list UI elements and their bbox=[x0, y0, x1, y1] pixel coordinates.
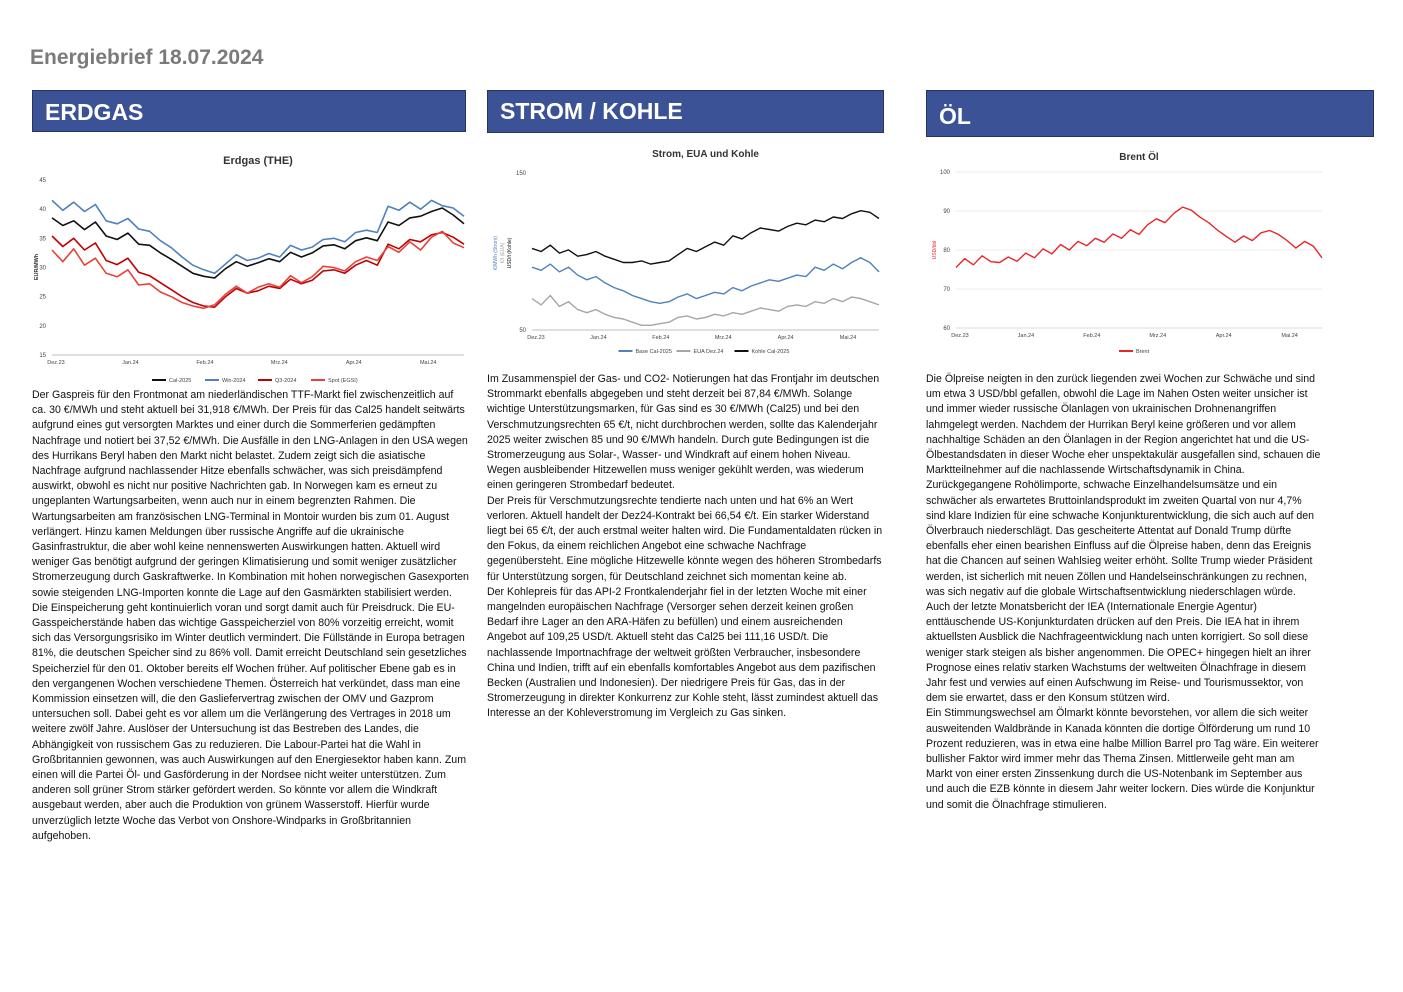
x-tick-label: Mrz.24 bbox=[714, 335, 732, 341]
oil-paragraph: Die Ölpreise neigten in den zurück liegenden zwei Wochen zur Schwäche und sind um etwa 3 USD/bbl gefallen, obwohl die Lage im Nahen Osten weiter unsicher ist und immer wieder russische Ölanlagen von ukrainischen Drohnenangriffen lahmgelegt werden. Nachdem der Hurrikan Beryl keine größeren und vor allem nachhaltige Schäden an den Ölanlagen in der Region angerichtet hat und die US-Ölbestandsdaten in dieser Woche eher unspektakulär ausgefallen sind, schauen die Marktteilnehmer auf die nachlassende Wirtschaftsdynamik in China. Zurückgegangene Rohölimporte, schwache Einzelhandelsumsätze und ein schwächer als erwartetes Bruttoinlandsprodukt im zweiten Quartal von nur 4,7% sind klare Indizien für eine schwache Konjunkturentwicklung, die sich auch auf den Ölverbrauch niederschlägt. Das gescheiterte Attentat auf Donald Trump dürfte ebenfalls eher einen bearishen Einfluss auf die Ölpreise haben, denn das Ereignis hat die Chancen auf seinen Wahlsieg weiter erhöht. Sollte Trump wieder Präsident werden, ist sicherlich mit neuen Zöllen und Handelseinschränkungen zu rechnen, was sich negativ auf die globale Wirtschaftsentwicklung niederschlagen würde. Auch der letzte Monatsbericht der IEA (Internationale Energie Agentur) enttäuschende US-Konjunkturdaten drücken auf den Preis. Die IEA hat in ihrem aktuellsten Ausblick die Nachfrageentwicklung nach unten korrigiert. So soll diese weniger stark steigen als bisher angenommen. Die OPEC+ hingegen hielt an ihrer Prognose eines relativ starken Wachstums der weltweiten Ölnachfrage in diesem Jahr fest und verwies auf einen Aufschwung im Reise- und Tourismussektor, von dem sie erwartet, dass er den Konsum stützen wird. bbox=[926, 373, 1321, 705]
legend-label: Base Cal-2025 bbox=[635, 349, 672, 355]
series-line bbox=[532, 258, 879, 304]
x-tick-label: Mai.24 bbox=[1281, 333, 1298, 339]
oil-paragraph: Ein Stimmungswechsel am Ölmarkt könnte bevorstehen, vor allem die sich weiter ausweitenden Waldbrände in Kanada könnten die dortige Ölförderung um rund 10 Prozent reduzieren, was in etwa eine halbe Million Barrel pro Tag wäre. Ein weiterer bullisher Faktor wird immer mehr das Thema Zinsen. Mittlerweile geht man am Markt von einer ersten Zinssenkung durch die US-Notenbank im September aus und auch die EZB könnte in diesem Jahr weiter lockern. Dies würde die Konjunktur und somit die Ölnachfrage stimulieren. bbox=[926, 707, 1319, 811]
y-tick-label: 25 bbox=[39, 294, 46, 301]
y-tick-label: 45 bbox=[39, 178, 46, 184]
gas-paragraph: Der Gaspreis für den Frontmonat am niederländischen TTF-Markt fiel zwischenzeitlich auf ca. 30 €/MWh und steht aktuell bei 31,918 €/MWh. Der Preis für das Cal25 handelt seitwärts aufgrund eines gut versorgten Marktes und einer durch die Sommerferien gedämpften Nachfrage und notiert bei 37,52 €/MWh. Die Ausfälle in den LNG-Anlagen in den USA wegen des Hurrikans Beryl haben den Markt nicht belastet. Zudem zeigt sich die asiatische Nachfrage aufgrund nachlassender Hitze ebenfalls schwächer, was sich preisdämpfend auswirkt, obwohl es nicht nur positive Nachrichten gab. In Norwegen kam es erneut zu ungeplanten Wartungsarbeiten, wenn auch nur in einem begrenzten Rahmen. Die Wartungsarbeiten am französischen LNG-Terminal in Montoir wurden bis zum 01. August verlängert. Hinzu kamen Meldungen über russische Angriffe auf die ukrainische Gasinfrastruktur, die aber wohl keine nennenswerten Auswirkungen hatten. Aktuell wird weniger Gas benötigt aufgrund der geringen Klimatisierung und somit weniger zusätzlicher Stromerzeugung durch Gaskraftwerke. In Kombination mit hohen norwegischen Gasexporten sowie steigenden LNG-Importen konnte die Lage auf den Gasmärkten stabilisiert werden. bbox=[32, 389, 469, 599]
chart-title: Brent Öl bbox=[1119, 152, 1159, 163]
y-tick-label: 80 bbox=[943, 248, 950, 254]
oil-column bbox=[926, 90, 1374, 811]
x-tick-label: Mrz.24 bbox=[270, 360, 288, 366]
gas-section-heading: ERDGAS bbox=[32, 90, 466, 132]
gas-chart bbox=[32, 142, 467, 400]
x-tick-label: Jan.24 bbox=[122, 360, 139, 366]
y-tick-label: 60 bbox=[943, 326, 950, 332]
x-tick-label: Mrz.24 bbox=[1149, 333, 1167, 339]
y-axis-label: USD/bbl bbox=[932, 240, 938, 260]
x-tick-label: Jan.24 bbox=[590, 335, 607, 341]
y-tick-label: 30 bbox=[39, 265, 46, 272]
power-column bbox=[487, 90, 884, 720]
power-text bbox=[487, 372, 884, 722]
y-tick-label: 70 bbox=[943, 287, 950, 293]
gas-text bbox=[32, 388, 469, 844]
oil-chart-svg bbox=[926, 147, 1374, 367]
series-line bbox=[532, 211, 879, 264]
y-axis-label: €/MWh (Strom) bbox=[493, 236, 499, 270]
gas-paragraph: Die Einspeicherung geht kontinuierlich voran und sorgt damit auch für Preisdruck. Die EU-Gasspeicherstände haben das wichtige Gasspeicherziel von 80% vorzeitig erreicht, womit sich das Versorgungsrisiko im Winter deutlich vermindert. Die Füllstände in Europa betragen 81%, die deutschen Speicher sind zu 86% voll. Damit erreicht Deutschland sein gesetzliches Speicherziel für den 01. Oktober bereits elf Wochen früher. Auf politischer Ebene gab es in den vergangenen Wochen verschiedene Themen. Österreich hat verkündet, dass man eine Kommission einsetzen will, die den Gasliefervertrag zwischen der OMV und Gazprom untersuchen soll. Dabei geht es vor allem um die Verlängerung des Vertrages in 2018 um weitere zwölf Jahre. Auslöser der Untersuchung ist das Bestreben des Landes, die Abhängigkeit von russischem Gas zu reduzieren. Die Labour-Partei hat die Wahl in Großbritannien gewonnen, was auch Auswirkungen auf den Energiesektor haben kann. Zum einen will die Partei Öl- und Gasförderung in der Nordsee nicht weiter unterstützen. Zum anderen soll grüner Strom stärker gefördert werden. So könnte vor allem die Windkraft ausgebaut werden, aber auch die Produktion von grünem Wasserstoff. Hierfür wurde unverzüglich letzte Woche das Verbot von Onshore-Windparks in Großbritannien aufgehoben. bbox=[32, 601, 467, 842]
power-paragraph: Der Preis für Verschmutzungsrechte tendierte nach unten und hat 6% an Wert verloren. Aktuell handelt der Dez24-Kontrakt bei 66,54 €/t. Ein starker Widerstand liegt bei 65 €/t, der auch erstmal weiter halten wird. Die Fundamentaldaten rücken in den Fokus, da einem reichlichen Angebot eine schwache Nachfrage gegenübersteht. Eine mögliche Hitzewelle könnte wegen des höheren Strombedarfs für Unterstützung sorgen, für Deutschland zeichnet sich momentan keine ab. bbox=[487, 494, 883, 583]
x-tick-label: Apr.24 bbox=[1215, 333, 1232, 339]
power-chart-svg bbox=[487, 143, 884, 368]
series-line bbox=[52, 231, 464, 308]
series-line bbox=[956, 207, 1322, 267]
x-tick-label: Apr.24 bbox=[777, 335, 794, 341]
legend-label: EUA Dez.24 bbox=[693, 349, 724, 355]
gas-chart-svg bbox=[32, 142, 467, 400]
x-tick-label: Dez.23 bbox=[951, 333, 969, 339]
y-tick-label: 100 bbox=[939, 170, 950, 176]
y-tick-label: 40 bbox=[39, 207, 46, 214]
chart-title: Strom, EUA und Kohle bbox=[652, 149, 759, 160]
y-axis-label: EUR/MWh bbox=[34, 253, 40, 281]
legend-label: Win-2024 bbox=[222, 378, 246, 384]
x-tick-label: Feb.24 bbox=[1083, 333, 1101, 339]
series-line bbox=[532, 296, 879, 326]
legend-label: Spot (EGSI) bbox=[328, 378, 358, 384]
x-tick-label: Feb.24 bbox=[652, 335, 670, 341]
y-tick-label: 50 bbox=[519, 328, 526, 334]
power-chart bbox=[487, 143, 884, 368]
x-tick-label: Jan.24 bbox=[1017, 333, 1035, 339]
legend-label: Q3-2024 bbox=[275, 378, 297, 384]
x-tick-label: Dez.23 bbox=[527, 335, 545, 341]
oil-text bbox=[926, 372, 1322, 813]
x-tick-label: Mai.24 bbox=[839, 335, 857, 341]
x-tick-label: Apr.24 bbox=[345, 360, 362, 366]
series-line bbox=[52, 233, 464, 308]
x-tick-label: Feb.24 bbox=[196, 360, 214, 366]
gas-column bbox=[32, 90, 469, 842]
x-tick-label: Mai.24 bbox=[419, 360, 437, 366]
y-axis-label: USD/t (Kohle) bbox=[507, 237, 513, 269]
y-tick-label: 90 bbox=[943, 209, 950, 215]
legend-label: Brent bbox=[1136, 349, 1150, 355]
y-tick-label: 20 bbox=[39, 323, 46, 330]
oil-chart bbox=[926, 147, 1374, 367]
y-axis-label: €/t (EUA) bbox=[500, 242, 506, 264]
series-line bbox=[52, 208, 464, 278]
power-paragraph: Im Zusammenspiel der Gas- und CO2- Notierungen hat das Frontjahr im deutschen Strommarkt ebenfalls abgegeben und steht derzeit bei 87,84 €/MWh. Solange wichtige Unterstützungsmarken, für Gas sind es 30 €/MWh (Cal25) und bei den Verschmutzungsrechten 65 €/t, nicht durchbrochen werden, sollte das Kalenderjahr 2025 weiter zwischen 85 und 90 €/MWh handeln. Durch gute Bedingungen ist die Stromerzeugung aus Solar-, Wasser- und Windkraft auf einem hohen Niveau. Wegen ausbleibender Hitzewellen muss weniger gekühlt werden, was wiederum einen geringeren Strombedarf bedeutet. bbox=[487, 373, 880, 492]
y-tick-label: 150 bbox=[515, 171, 526, 177]
power-paragraph: Der Kohlepreis für das API-2 Frontkalenderjahr fiel in der letzten Woche mit einer mangelnden europäischen Nachfrage (Versorger sehen derzeit keinen großen Bedarf ihre Lager an den ARA-Häfen zu befüllen) und einem ausreichenden Angebot auf 109,25 USD/t. Aktuell steht das Cal25 bei 111,16 USD/t. Die nachlassende Importnachfrage der weltweit größten Verbraucher, insbesondere China und Indien, trifft auf ein ebenfalls komfortables Angebot aus dem pazifischen Becken (Australien und Indonesien). Der niedrigere Preis für Gas, das in der Stromerzeugung in direkter Konkurrenz zur Kohle steht, lässt zumindest aktuell das Interesse an der Kohleverstromung im Vergleich zu Gas sinken. bbox=[487, 585, 878, 720]
document-title: Energiebrief 18.07.2024 bbox=[30, 46, 264, 69]
oil-section-heading: ÖL bbox=[926, 90, 1374, 137]
y-tick-label: 15 bbox=[39, 353, 46, 359]
power-section-heading: STROM / KOHLE bbox=[487, 90, 884, 133]
legend-label: Kohle Cal-2025 bbox=[751, 349, 790, 355]
chart-title: Erdgas (THE) bbox=[223, 155, 293, 167]
y-tick-label: 35 bbox=[39, 236, 46, 243]
x-tick-label: Dez.23 bbox=[47, 360, 65, 366]
legend-label: Cal-2025 bbox=[169, 378, 192, 384]
